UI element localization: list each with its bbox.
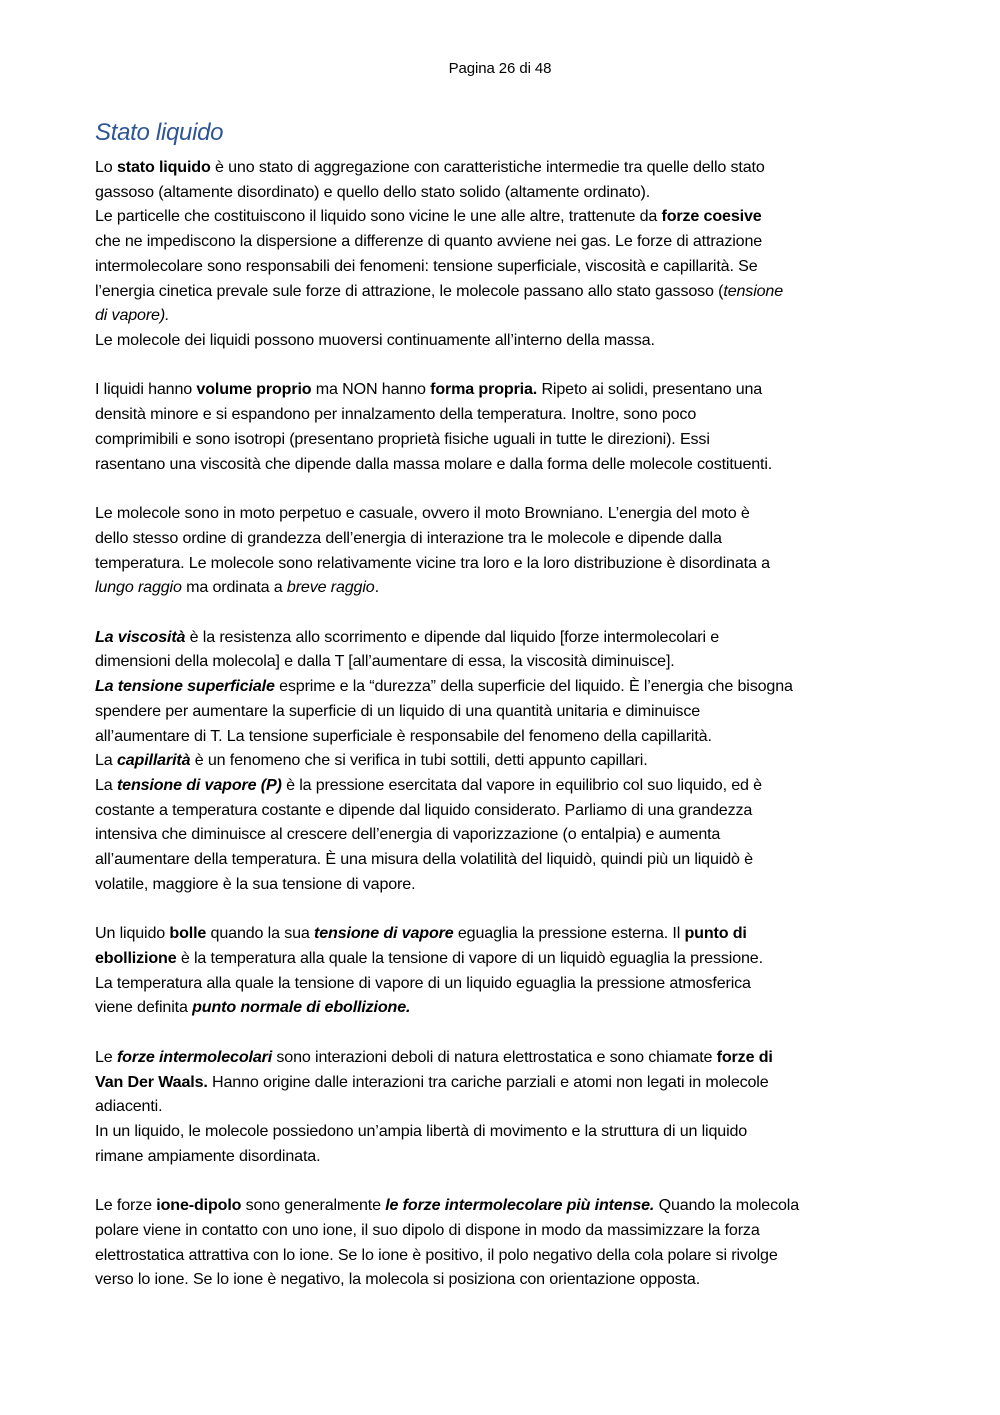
bold-term: bolle <box>169 924 207 943</box>
text-line <box>95 674 905 699</box>
paragraph-gap <box>95 1168 905 1193</box>
bold-term: volume proprio <box>196 380 312 399</box>
text-run: In un liquido, le molecole possiedono un’ampia libertà di movimento e la struttura di un liquido <box>95 1122 748 1141</box>
paragraph-gap <box>95 476 905 501</box>
paragraph <box>95 625 905 897</box>
text-line <box>95 971 905 996</box>
text-run: all’aumentare di T. La tensione superficiale è responsabile del fenomeno della capillarità. <box>95 726 712 745</box>
text-line <box>95 180 905 205</box>
text-line <box>95 1119 905 1144</box>
paragraph-gap <box>95 600 905 625</box>
text-run: Le molecole sono in moto perpetuo e casuale, ovvero il moto Browniano. L’energia del moto è <box>95 504 750 523</box>
text-run: La <box>95 775 117 794</box>
text-run: l’energia cinetica prevale sule forze di attrazione, le molecole passano allo stato gassoso ( <box>95 281 724 300</box>
text-run: quando la sua <box>206 924 315 943</box>
text-line <box>95 402 905 427</box>
text-run: sono interazioni deboli di natura elettrostatica e sono chiamate <box>272 1047 717 1066</box>
text-line <box>95 1045 905 1070</box>
paragraph <box>95 501 905 600</box>
bold-term: stato liquido <box>116 158 211 176</box>
text-run: sono generalmente <box>241 1196 386 1215</box>
text-run: comprimibili e sono isotropi (presentano proprietà fisiche uguali in tutte le direzioni). Essi <box>95 429 710 448</box>
italic-text: breve raggio <box>286 578 375 597</box>
text-line <box>95 155 905 180</box>
text-run: viene definita <box>95 998 193 1017</box>
text-line <box>95 279 905 304</box>
text-line <box>95 946 905 971</box>
italic-text: di vapore). <box>95 306 170 325</box>
bold-italic-term: le forze intermolecolare più intense. <box>385 1196 655 1215</box>
text-run: Quando la molecola <box>654 1196 800 1215</box>
text-line <box>95 452 905 477</box>
paragraph <box>95 377 905 476</box>
text-run: esprime e la “durezza” della superficie del liquido. È l’energia che bisogna <box>274 677 793 696</box>
text-run: Le <box>95 1047 117 1066</box>
text-line <box>95 575 905 600</box>
bold-term: ebollizione <box>95 949 177 967</box>
text-line <box>95 847 905 872</box>
text-run: Le forze <box>95 1196 157 1215</box>
text-run: è un fenomeno che si verifica in tubi sottili, detti appunto capillari. <box>190 751 648 770</box>
text-run: temperatura. Le molecole sono relativamente vicine tra loro e la loro distribuzione è disordinata a <box>95 553 770 572</box>
section-title: Stato liquido <box>95 119 224 146</box>
text-run: è uno stato di aggregazione con caratteristiche intermedie tra quelle dello stato <box>210 158 765 176</box>
text-run: che ne impediscono la dispersione a differenze di quanto avviene nei gas. Le forze di attrazione <box>95 232 763 251</box>
text-run: gassoso (altamente disordinato) e quello dello stato solido (altamente ordinato). <box>95 182 651 201</box>
text-line <box>95 921 905 946</box>
bold-italic-term: punto normale di ebollizione. <box>192 998 411 1017</box>
text-line <box>95 798 905 823</box>
text-line <box>95 1267 905 1292</box>
bold-italic-term: tensione di vapore (P) <box>116 775 282 794</box>
text-run: è la temperatura alla quale la tensione di vapore di un liquidò eguaglia la pressione. <box>176 949 763 967</box>
text-run: Le particelle che costituiscono il liquido sono vicine le une alle altre, trattenute da <box>95 207 662 226</box>
bold-italic-term: tensione di vapore <box>314 924 454 943</box>
text-line <box>95 625 905 650</box>
text-run: La <box>95 751 117 770</box>
text-line <box>95 303 905 328</box>
text-run: rimane ampiamente disordinata. <box>95 1146 321 1165</box>
text-line <box>95 724 905 749</box>
italic-text: lungo raggio <box>95 578 182 597</box>
text-line <box>95 526 905 551</box>
text-run: spendere per aumentare la superficie di un liquido di una quantità unitaria e diminuisce <box>95 701 701 720</box>
text-run: è la resistenza allo scorrimento e dipende dal liquido [forze intermolecolari e <box>185 627 720 646</box>
text-line <box>95 377 905 402</box>
text-line <box>95 551 905 576</box>
text-run: Hanno origine dalle interazioni tra cariche parziali e atomi non legati in molecole <box>207 1072 769 1091</box>
text-run: intermolecolare sono responsabili dei fenomeni: tensione superficiale, viscosità e capillarità. Se <box>95 256 758 275</box>
text-run: ma ordinata a <box>181 578 287 597</box>
text-run: è la pressione esercitata dal vapore in equilibrio col suo liquido, ed è <box>281 775 762 794</box>
page-number-header: Pagina 26 di 48 <box>448 60 552 77</box>
text-run: Ripeto ai solidi, presentano una <box>537 380 763 399</box>
paragraph-gap <box>95 897 905 922</box>
text-run: all’aumentare della temperatura. È una misura della volatilità del liquidò, quindi più un liquidò è <box>95 850 753 869</box>
text-run: . <box>374 578 379 597</box>
text-line <box>95 699 905 724</box>
text-run: dimensioni della molecola] e dalla T [all’aumentare di essa, la viscosità diminuisce]. <box>95 652 675 671</box>
text-run: ma NON hanno <box>311 380 431 399</box>
bold-term: Van Der Waals. <box>95 1072 208 1091</box>
document-body <box>95 155 905 1292</box>
text-run: rasentano una viscosità che dipende dalla massa molare e dalla forma delle molecole costituenti. <box>95 454 773 473</box>
text-run: dello stesso ordine di grandezza dell’energia di interazione tra le molecole e dipende dalla <box>95 528 722 547</box>
paragraph <box>95 155 905 353</box>
text-run: Lo <box>95 158 117 176</box>
text-line <box>95 872 905 897</box>
text-line <box>95 427 905 452</box>
text-line <box>95 328 905 353</box>
text-run: polare viene in contatto con uno ione, il suo dipolo di dispone in modo da massimizzare la forza <box>95 1220 760 1239</box>
paragraph-gap <box>95 353 905 378</box>
bold-term: forze coesive <box>661 207 762 226</box>
text-run: Le molecole dei liquidi possono muoversi continuamente all’interno della massa. <box>95 331 655 350</box>
text-line <box>95 1218 905 1243</box>
text-line <box>95 1144 905 1169</box>
text-run: densità minore e si espandono per innalzamento della temperatura. Inoltre, sono poco <box>95 405 697 424</box>
bold-italic-term: La tensione superficiale <box>95 677 275 696</box>
text-run: verso lo ione. Se lo ione è negativo, la molecola si posiziona con orientazione opposta. <box>95 1270 701 1289</box>
paragraph-gap <box>95 1020 905 1045</box>
text-run: elettrostatica attrattiva con lo ione. Se lo ione è positivo, il polo negativo della cola polare si rivolge <box>95 1245 778 1264</box>
text-line <box>95 773 905 798</box>
text-line <box>95 748 905 773</box>
text-line <box>95 649 905 674</box>
bold-italic-term: forze intermolecolari <box>116 1047 273 1066</box>
text-line <box>95 1193 905 1218</box>
bold-term: ione-dipolo <box>156 1196 242 1215</box>
text-run: intensiva che diminuisce al crescere dell’energia di vaporizzazione (o entalpia) e aumenta <box>95 825 721 844</box>
paragraph <box>95 1193 905 1292</box>
text-line <box>95 229 905 254</box>
text-run: adiacenti. <box>95 1097 163 1116</box>
bold-term: forma propria. <box>430 380 538 399</box>
text-run: Un liquido <box>95 924 170 943</box>
text-line <box>95 1243 905 1268</box>
text-line <box>95 1094 905 1119</box>
text-line <box>95 995 905 1020</box>
text-line <box>95 254 905 279</box>
bold-italic-term: La viscosità <box>95 627 186 646</box>
text-line <box>95 204 905 229</box>
text-run: costante a temperatura costante e dipende dal liquido considerato. Parliamo di una grandezza <box>95 800 753 819</box>
bold-italic-term: capillarità <box>116 751 191 770</box>
text-run: I liquidi hanno <box>95 380 197 399</box>
text-line <box>95 501 905 526</box>
text-line <box>95 822 905 847</box>
italic-text: tensione <box>723 281 784 300</box>
bold-term: forze di <box>716 1047 773 1066</box>
text-line <box>95 1070 905 1095</box>
text-run: La temperatura alla quale la tensione di vapore di un liquido eguaglia la pressione atmosferica <box>95 973 751 992</box>
text-run: eguaglia la pressione esterna. Il <box>453 924 685 943</box>
paragraph <box>95 1045 905 1169</box>
bold-term: punto di <box>684 924 747 943</box>
text-run: volatile, maggiore è la sua tensione di vapore. <box>95 874 416 893</box>
paragraph <box>95 921 905 1020</box>
